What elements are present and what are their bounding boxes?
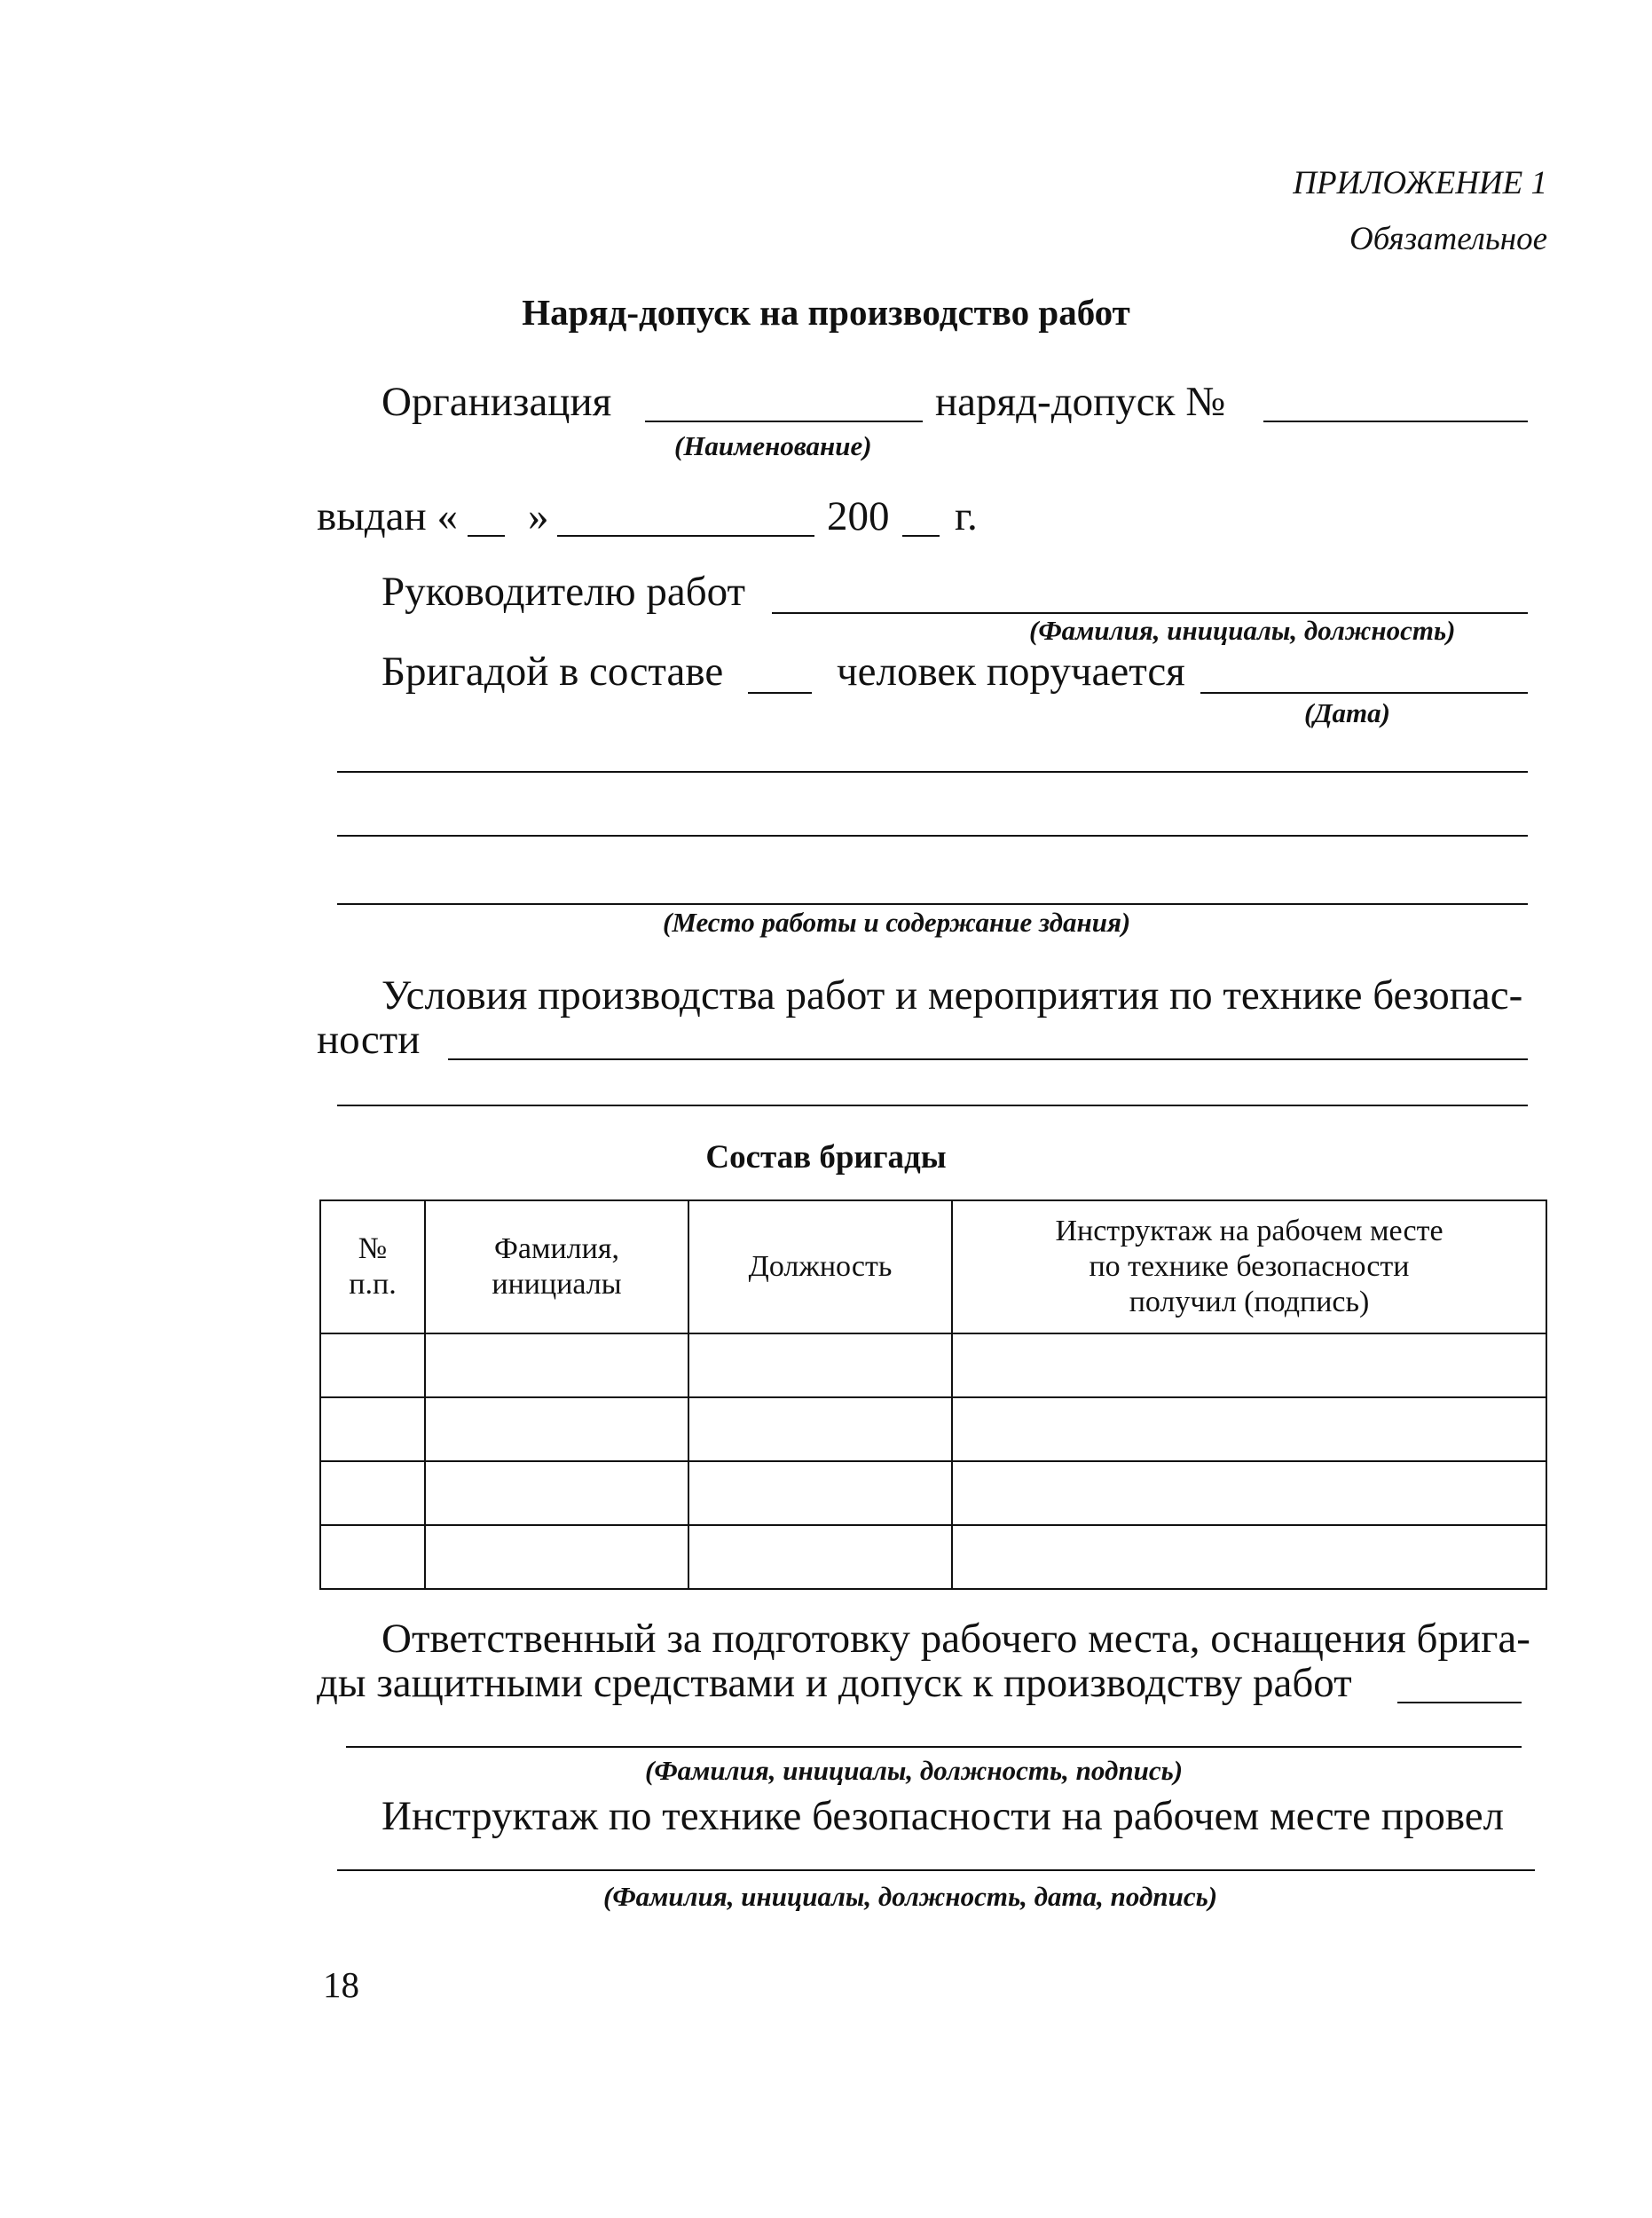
- crew-header-name-line: Фамилия,: [494, 1232, 619, 1265]
- crew-cell[interactable]: [425, 1333, 688, 1397]
- crew-cell[interactable]: [320, 1333, 425, 1397]
- crew-cell[interactable]: [425, 1461, 688, 1525]
- permit-number-label: наряд-допуск №: [935, 379, 1226, 425]
- crew-header-position-line: Должность: [748, 1250, 893, 1283]
- crew-table-header: [320, 1200, 1546, 1333]
- conditions-text-line1: Условия производства работ и мероприятия по технике безопас-: [382, 972, 1523, 1019]
- conditions-text-line2: ности: [317, 1017, 421, 1063]
- briefing-field[interactable]: [337, 1869, 1535, 1871]
- briefing-text: Инструктаж по технике безопасности на рабочем месте провел: [382, 1793, 1505, 1839]
- annex-label: ПРИЛОЖЕНИЕ 1: [1293, 165, 1547, 201]
- place-line-1[interactable]: [337, 771, 1528, 773]
- table-row: [320, 1397, 1546, 1461]
- document-title: Наряд-допуск на производство работ: [522, 292, 1130, 333]
- crew-cell[interactable]: [952, 1525, 1546, 1589]
- conditions-field-1[interactable]: [448, 1058, 1528, 1060]
- crew-cell[interactable]: [425, 1525, 688, 1589]
- crew-cell[interactable]: [320, 1525, 425, 1589]
- issued-label: выдан «: [317, 493, 458, 539]
- crew-table: [319, 1199, 1547, 1590]
- organization-label: Организация: [382, 379, 612, 425]
- brigade-date-caption: (Дата): [1304, 697, 1390, 728]
- issued-quote-close: »: [528, 493, 549, 539]
- crew-header-briefing-line: получил (подпись): [1129, 1286, 1370, 1318]
- crew-header-name: [425, 1200, 688, 1333]
- crew-cell[interactable]: [688, 1333, 952, 1397]
- place-caption: (Место работы и содержание здания): [663, 907, 1131, 938]
- crew-cell[interactable]: [952, 1461, 1546, 1525]
- crew-header-name-line: инициалы: [492, 1268, 622, 1301]
- issued-year-field[interactable]: [902, 535, 940, 537]
- crew-cell[interactable]: [688, 1397, 952, 1461]
- leader-field[interactable]: [772, 612, 1528, 614]
- leader-caption: (Фамилия, инициалы, должность): [1029, 615, 1456, 646]
- crew-header-briefing-line: Инструктаж на рабочем месте: [1055, 1215, 1444, 1247]
- place-line-3[interactable]: [337, 903, 1528, 905]
- issued-year-suffix: г.: [955, 493, 978, 539]
- crew-cell[interactable]: [425, 1397, 688, 1461]
- issued-year-prefix: 200: [827, 493, 890, 539]
- crew-header-briefing-line: по технике безопасности: [1089, 1250, 1410, 1283]
- briefing-caption: (Фамилия, инициалы, должность, дата, подпись): [603, 1881, 1218, 1912]
- responsible-text-line2: ды защитными средствами и допуск к производству работ: [317, 1660, 1352, 1706]
- responsible-inline-field[interactable]: [1397, 1702, 1522, 1703]
- place-line-2[interactable]: [337, 835, 1528, 837]
- crew-cell[interactable]: [320, 1397, 425, 1461]
- table-row: [320, 1333, 1546, 1397]
- crew-header-briefing: [952, 1200, 1546, 1333]
- crew-cell[interactable]: [952, 1333, 1546, 1397]
- brigade-size-field[interactable]: [748, 692, 812, 694]
- brigade-label: Бригадой в составе: [382, 649, 724, 695]
- crew-header-position: [688, 1200, 952, 1333]
- table-row: [320, 1461, 1546, 1525]
- responsible-text-line1: Ответственный за подготовку рабочего места, оснащения брига-: [382, 1616, 1530, 1662]
- responsible-field[interactable]: [346, 1746, 1522, 1748]
- crew-cell[interactable]: [952, 1397, 1546, 1461]
- crew-header-number-line: п.п.: [349, 1268, 397, 1301]
- annex-status: Обязательное: [1349, 221, 1547, 257]
- brigade-middle-text: человек поручается: [837, 649, 1185, 695]
- crew-header-number-line: №: [358, 1232, 388, 1265]
- permit-number-field[interactable]: [1263, 421, 1528, 422]
- responsible-caption: (Фамилия, инициалы, должность, подпись): [645, 1755, 1184, 1786]
- crew-cell[interactable]: [688, 1525, 952, 1589]
- issued-month-field[interactable]: [557, 535, 814, 537]
- crew-cell[interactable]: [688, 1461, 952, 1525]
- leader-label: Руководителю работ: [382, 569, 746, 615]
- conditions-field-2[interactable]: [337, 1105, 1528, 1106]
- crew-cell[interactable]: [320, 1461, 425, 1525]
- table-row: [320, 1525, 1546, 1589]
- crew-section-title: Состав бригады: [705, 1139, 947, 1176]
- crew-table-body: [320, 1333, 1546, 1589]
- page-number: 18: [323, 1964, 359, 2005]
- brigade-date-field[interactable]: [1200, 692, 1528, 694]
- organization-caption: (Наименование): [674, 430, 872, 461]
- crew-header-number: [320, 1200, 425, 1333]
- issued-day-field[interactable]: [468, 535, 505, 537]
- organization-name-field[interactable]: [645, 421, 923, 422]
